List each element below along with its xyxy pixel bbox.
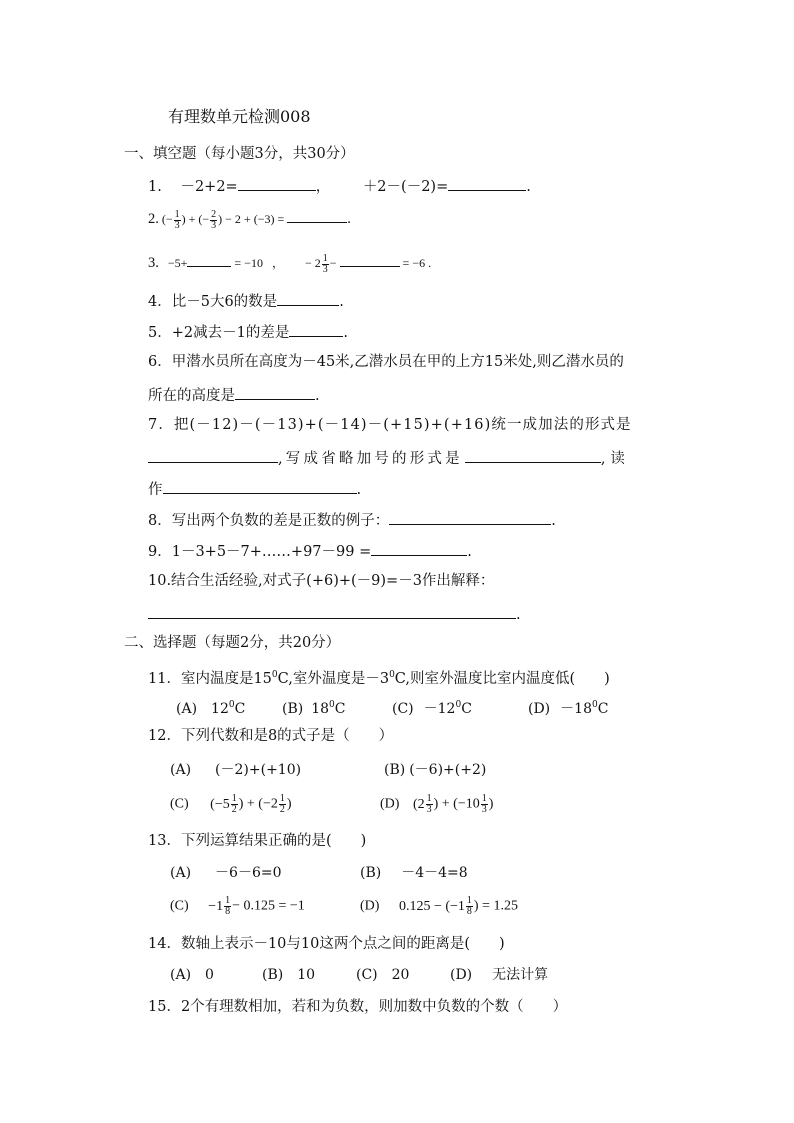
q14-option-d[interactable]: (D) 无法计算: [450, 967, 549, 983]
q9-text: 9．1－3+5－7+……+97－99 =: [148, 544, 372, 560]
q12-option-b[interactable]: (B) (－6)+(+2): [384, 762, 487, 778]
q7-blank-c[interactable]: [163, 479, 357, 494]
q1-number: 1.: [148, 179, 162, 195]
question-7-line3: [148, 479, 361, 499]
question-15: 15．2个有理数相加，若和为负数，则加数中负数的个数（ ）: [148, 999, 568, 1015]
q1-end: .: [526, 179, 531, 195]
question-3: [148, 252, 431, 275]
q3-expr-b2: −: [329, 256, 337, 270]
q1-blank-b[interactable]: [448, 176, 526, 191]
q3-expr-a: −5+: [167, 256, 188, 270]
q2-part3: ) − 2 + (−3) =: [218, 212, 285, 226]
q12-option-c[interactable]: (C) (−5 $\frac{1}{2}$ ) + (−2 $\frac{1}{2}$ ): [170, 793, 292, 815]
q6-blank[interactable]: [235, 385, 315, 400]
q3-frac: $\frac{1}{3}$: [322, 252, 328, 275]
question-7-line1: 7．把(－12)－(－13)+(－14)－(+15)+(+16)统一成加法的形式是: [148, 417, 632, 433]
q10-blank[interactable]: [148, 604, 516, 619]
q2-end: .: [347, 211, 351, 227]
q11-text-b: C,室外温度是－3: [277, 671, 390, 687]
q7-end: .: [356, 482, 362, 498]
q14-option-b[interactable]: (B) 10: [262, 967, 316, 983]
q3-blank-a[interactable]: [187, 252, 231, 267]
question-10: 10.结合生活经验,对式子(+6)+(－9)=－3作出解释：: [148, 573, 495, 589]
section1-heading: 一、填空题（每小题3分，共30分）: [124, 146, 355, 162]
q7-tail: ,读: [600, 451, 630, 467]
q11-text-a: 11．室内温度是15: [148, 671, 272, 687]
question-12: 12．下列代数和是8的式子是（ ）: [148, 728, 394, 744]
question-10-answer: [148, 604, 521, 624]
q6-text: 所在的高度是: [148, 388, 235, 404]
q3-expr-b3: = −6 .: [402, 256, 432, 270]
q11-degree-b: 0: [389, 670, 395, 680]
q2-frac1: $\frac{1}{3}$: [174, 208, 180, 231]
q2-part2: ) + (−: [181, 212, 210, 226]
q4-end: .: [339, 294, 344, 310]
question-4: [148, 291, 344, 311]
question-6-line1: 6．甲潜水员所在高度为－45米,乙潜水员在甲的上方15米处,则乙潜水员的: [148, 354, 624, 370]
q8-blank[interactable]: [389, 510, 551, 525]
q5-text: 5．+2减去－1的差是: [148, 325, 290, 341]
q11-option-a[interactable]: (A) $12^0C$: [176, 700, 246, 717]
q11-option-c[interactable]: $(C) -12^0C$: [392, 700, 472, 717]
q1-sep: ，: [315, 179, 331, 195]
q2-frac2: $\frac{2}{3}$: [211, 208, 217, 231]
q4-blank[interactable]: [277, 291, 339, 306]
q9-blank[interactable]: [371, 541, 467, 556]
q2-number: 2.: [148, 211, 159, 227]
q10-end: .: [516, 607, 521, 623]
question-9: [148, 541, 472, 561]
q3-expr-b1: − 2: [304, 256, 321, 270]
q2-part1: (−: [161, 212, 173, 226]
question-8: [148, 510, 556, 530]
question-11: [148, 666, 610, 688]
q11-option-b[interactable]: (B) $18^0C$: [282, 700, 346, 717]
q7-blank-a[interactable]: [148, 448, 278, 463]
q13-option-a[interactable]: (A) －6－6=0: [170, 865, 282, 881]
q11-option-d[interactable]: $(D) -18^0C$: [528, 700, 609, 717]
q13-option-c[interactable]: (C) −1 $\frac{1}{8}$ − 0.125 = −1: [170, 895, 305, 917]
question-14: 14．数轴上表示－10与10这两个点之间的距离是( ): [148, 936, 505, 952]
section2-heading: 二、选择题（每题2分，共20分）: [124, 635, 341, 651]
q3-blank-b[interactable]: [340, 252, 400, 267]
question-1: [148, 176, 531, 196]
q12-option-a[interactable]: (A) (－2)+(+10): [170, 762, 302, 778]
question-5: [148, 322, 348, 342]
q14-option-a[interactable]: (A) 0: [170, 967, 214, 983]
q7-line3: 作: [148, 482, 163, 498]
q5-blank[interactable]: [289, 322, 343, 337]
question-6-line2: [148, 385, 320, 405]
q12-option-d[interactable]: (D) (2 $\frac{1}{3}$ ) + (−10 $\frac{1}{3}$ ): [380, 793, 494, 815]
q11-text-c: C,则室外温度比室内温度低( ): [394, 671, 610, 687]
q7-mid: ,写成省略加号的形式是: [278, 451, 463, 467]
q3-number: 3.: [148, 255, 159, 271]
question-13: 13．下列运算结果正确的是( ): [148, 833, 367, 849]
q9-end: .: [467, 544, 472, 560]
page-title: 有理数单元检测008: [168, 107, 311, 126]
q3-sep: ，: [271, 256, 284, 270]
q6-end: .: [315, 388, 320, 404]
q8-text: 8．写出两个负数的差是正数的例子：: [148, 513, 390, 529]
q11-degree-a: 0: [271, 670, 278, 680]
q13-option-d[interactable]: (D) 0.125 − (−1 $\frac{1}{8}$ ) = 1.25: [360, 895, 518, 917]
q14-option-c[interactable]: (C) 20: [356, 967, 410, 983]
q7-blank-b[interactable]: [465, 448, 601, 463]
q3-expr-a2: = −10: [234, 256, 263, 270]
question-2: [148, 208, 351, 231]
q4-text: 4．比－5大6的数是: [148, 294, 278, 310]
q2-blank[interactable]: [287, 208, 347, 223]
question-7-line2: [148, 448, 630, 468]
q5-end: .: [343, 325, 348, 341]
q1-blank-a[interactable]: [238, 176, 316, 191]
q1-expr-a: －2+2=: [180, 179, 238, 195]
q13-option-b[interactable]: (B) －4－4=8: [360, 865, 468, 881]
q8-end: .: [551, 513, 556, 529]
q1-expr-b: ＋2－(－2)=: [362, 179, 449, 195]
